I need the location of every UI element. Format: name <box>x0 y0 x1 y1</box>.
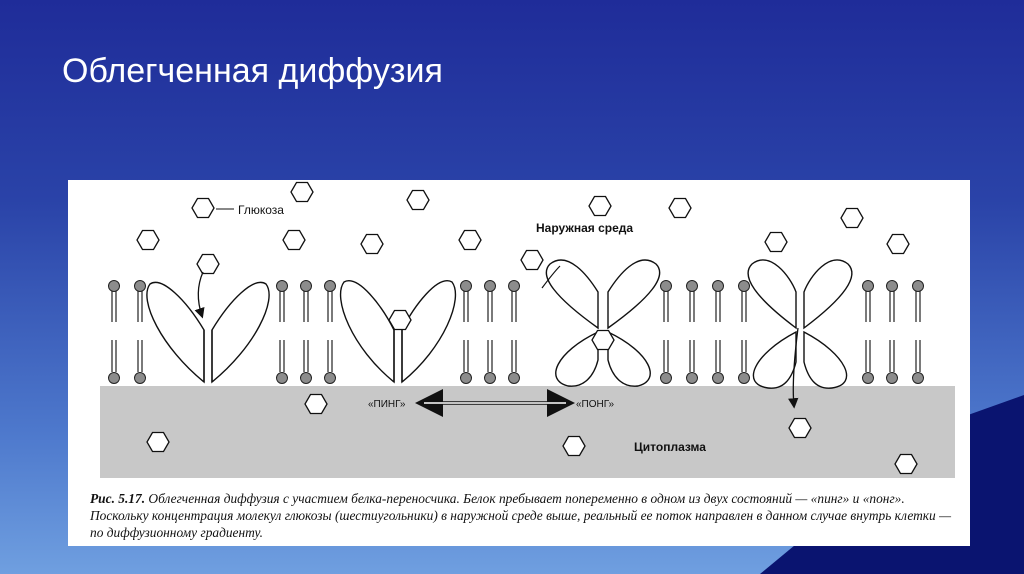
glucose-hexagon <box>765 233 787 252</box>
pong-label: «ПОНГ» <box>576 399 615 410</box>
lipid-molecule <box>661 281 672 384</box>
glucose-hexagon <box>887 235 909 254</box>
glucose-hexagon <box>305 395 327 414</box>
lipid-molecule <box>301 281 312 384</box>
slide-title: Облегченная диффузия <box>62 52 443 90</box>
carrier-protein-2 <box>341 281 456 382</box>
glucose-hexagon <box>192 199 214 218</box>
glucose-hexagon <box>563 437 585 456</box>
ping-label: «ПИНГ» <box>368 399 406 410</box>
glucose-hexagon <box>361 235 383 254</box>
glucose-hexagon <box>197 255 219 274</box>
lipid-molecule <box>863 281 874 384</box>
glucose-hexagon <box>389 311 411 330</box>
lipid-molecule <box>277 281 288 384</box>
glucose-hexagon <box>841 209 863 228</box>
glucose-hexagon <box>895 455 917 474</box>
carrier-protein-4 <box>748 260 852 388</box>
glucose-hexagon <box>407 191 429 210</box>
lipid-molecule <box>913 281 924 384</box>
lipid-molecule <box>509 281 520 384</box>
glucose-hexagon <box>283 231 305 250</box>
lipid-molecule <box>135 281 146 384</box>
figure-panel <box>68 180 970 546</box>
glucose-label: Глюкоза <box>238 203 284 217</box>
glucose-hexagon <box>459 231 481 250</box>
figure-caption <box>90 490 954 541</box>
carrier-protein-3 <box>546 260 659 386</box>
glucose-hexagon <box>592 331 614 350</box>
lipid-molecule <box>739 281 750 384</box>
glucose-hexagon <box>147 433 169 452</box>
carrier-protein-1 <box>147 282 269 382</box>
glucose-hexagon <box>137 231 159 250</box>
glucose-hexagon <box>789 419 811 438</box>
cytoplasm-region <box>100 386 955 478</box>
glucose-hexagon <box>589 197 611 216</box>
lipid-molecule <box>485 281 496 384</box>
cytoplasm-label: Цитоплазма <box>634 440 706 454</box>
caption-text: Облегченная диффузия с участием белка-переносчика. Белок пребывает попеременно в одном из двух состояний — «пинг» и «понг». Поскольку концентрация молекул глюкозы (шестиугольники) в наружной среде выше, реальный ее поток направлен в данном случае внутрь клетки — по диффузионному градиенту. <box>90 491 951 540</box>
lipid-molecule <box>887 281 898 384</box>
lipid-molecule <box>325 281 336 384</box>
lipid-molecule <box>713 281 724 384</box>
glucose-hexagon <box>291 183 313 202</box>
glucose-entry-arrow <box>198 272 203 316</box>
lipid-molecule <box>687 281 698 384</box>
lipid-molecule <box>461 281 472 384</box>
glucose-hexagon <box>521 251 543 270</box>
glucose-hexagon <box>669 199 691 218</box>
outer-medium-label: Наружная среда <box>536 221 634 235</box>
lipid-molecule <box>109 281 120 384</box>
figure-number: Рис. 5.17. <box>90 491 146 506</box>
